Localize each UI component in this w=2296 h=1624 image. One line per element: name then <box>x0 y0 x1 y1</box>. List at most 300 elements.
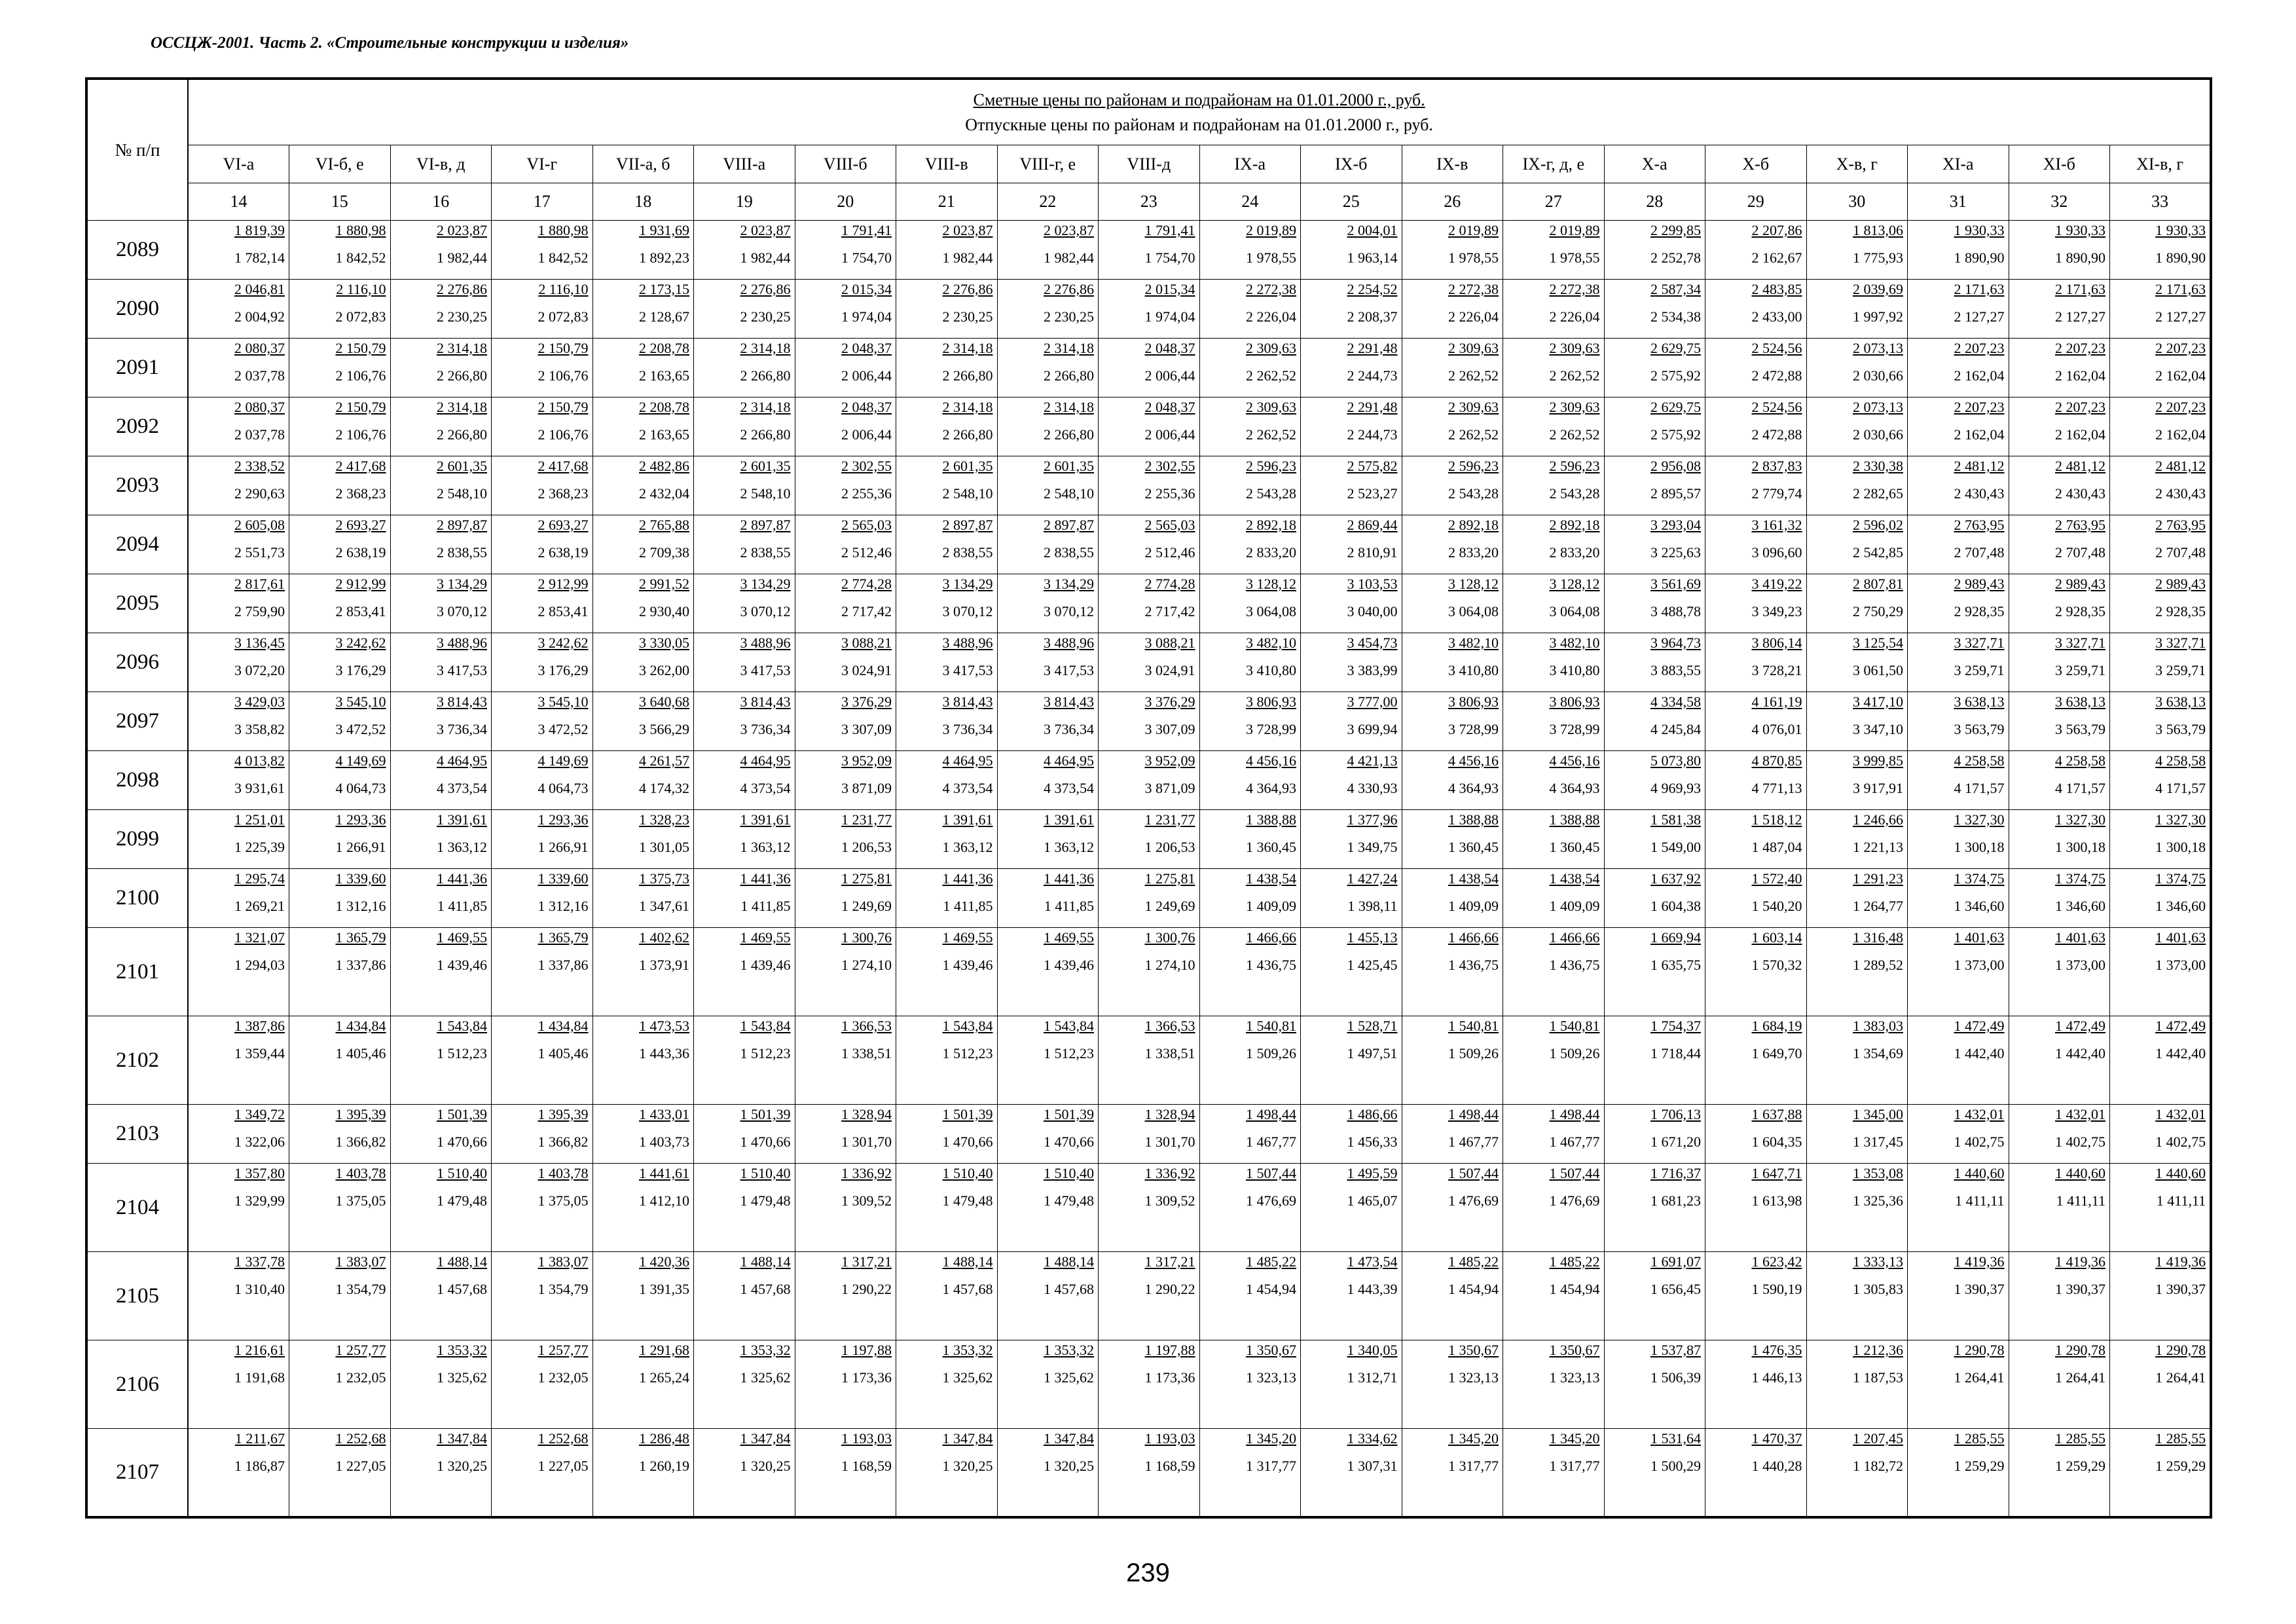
release-price: 3 072,20 <box>234 662 285 678</box>
estimate-price: 1 507,44 <box>1448 1165 1499 1181</box>
release-price: 1 317,77 <box>1549 1458 1600 1474</box>
estimate-price: 1 432,01 <box>2155 1106 2206 1122</box>
region-header: IX-в <box>1402 145 1503 183</box>
release-price: 1 549,00 <box>1650 839 1701 855</box>
price-cell <box>1604 1016 1705 1105</box>
price-cell <box>795 397 896 456</box>
estimate-price: 2 272,38 <box>1448 281 1499 297</box>
table-row <box>86 280 2211 339</box>
column-number: 32 <box>2009 183 2110 221</box>
price-cell <box>1301 1252 1402 1340</box>
price-cell <box>592 1016 694 1105</box>
release-price: 4 174,32 <box>639 780 689 796</box>
release-price: 2 230,25 <box>740 308 791 325</box>
release-price: 1 373,91 <box>639 957 689 973</box>
price-cell <box>2110 1105 2212 1164</box>
price-cell <box>2009 1016 2110 1105</box>
estimate-price: 1 327,30 <box>2155 811 2206 828</box>
release-price: 1 470,66 <box>1044 1134 1094 1150</box>
price-cell <box>390 515 492 574</box>
release-price: 1 409,09 <box>1549 898 1600 914</box>
release-price: 1 317,77 <box>1448 1458 1499 1474</box>
estimate-price: 2 080,37 <box>234 340 285 356</box>
estimate-price: 1 275,81 <box>1144 870 1195 887</box>
release-price: 2 006,44 <box>841 367 892 384</box>
price-cell <box>492 633 593 692</box>
estimate-price: 1 317,21 <box>1144 1253 1195 1270</box>
estimate-price: 3 454,73 <box>1347 635 1398 651</box>
estimate-price: 1 353,32 <box>1044 1342 1094 1358</box>
estimate-price: 3 488,96 <box>1044 635 1094 651</box>
estimate-price: 2 023,87 <box>437 222 487 238</box>
release-price: 1 842,52 <box>335 249 386 266</box>
release-price: 1 681,23 <box>1650 1192 1701 1209</box>
release-price: 1 259,29 <box>1954 1458 2005 1474</box>
column-number: 14 <box>188 183 289 221</box>
release-price: 1 363,12 <box>1044 839 1094 855</box>
release-price: 2 072,83 <box>538 308 589 325</box>
price-cell <box>694 751 795 810</box>
release-price: 3 736,34 <box>942 721 993 737</box>
column-number: 33 <box>2110 183 2212 221</box>
price-cell <box>289 928 391 1016</box>
price-cell <box>1705 221 1807 280</box>
release-price: 1 227,05 <box>335 1458 386 1474</box>
estimate-price: 1 716,37 <box>1650 1165 1701 1181</box>
release-price: 1 390,37 <box>2155 1281 2206 1297</box>
estimate-price: 1 486,66 <box>1347 1106 1398 1122</box>
region-header: X-в, г <box>1806 145 1908 183</box>
release-price: 1 442,40 <box>2055 1045 2105 1061</box>
estimate-price: 1 366,53 <box>1144 1018 1195 1034</box>
price-cell <box>1908 1105 2009 1164</box>
estimate-price: 2 629,75 <box>1650 340 1701 356</box>
price-cell <box>997 574 1099 633</box>
estimate-price: 2 019,89 <box>1246 222 1296 238</box>
release-price: 2 266,80 <box>437 367 487 384</box>
estimate-price: 3 136,45 <box>234 635 285 651</box>
estimate-price: 1 470,37 <box>1751 1430 1802 1447</box>
price-cell <box>289 456 391 515</box>
price-cell <box>896 1164 998 1252</box>
release-price: 1 509,26 <box>1549 1045 1600 1061</box>
estimate-price: 1 395,39 <box>335 1106 386 1122</box>
release-price: 2 127,27 <box>2055 308 2105 325</box>
price-cell <box>289 1105 391 1164</box>
release-price: 2 548,10 <box>942 485 993 502</box>
price-cell <box>1199 339 1301 397</box>
estimate-price: 4 456,16 <box>1246 752 1296 769</box>
estimate-price: 1 252,68 <box>335 1430 386 1447</box>
price-cell <box>1301 633 1402 692</box>
release-price: 2 230,25 <box>942 308 993 325</box>
estimate-price: 2 207,23 <box>1954 399 2005 415</box>
release-price: 1 425,45 <box>1347 957 1398 973</box>
release-price: 3 064,08 <box>1246 603 1296 619</box>
estimate-price: 2 048,37 <box>1144 340 1195 356</box>
release-price: 2 542,85 <box>1853 544 1903 561</box>
price-cell <box>1199 574 1301 633</box>
release-price: 1 509,26 <box>1448 1045 1499 1061</box>
price-cell <box>1301 397 1402 456</box>
column-number: 17 <box>492 183 593 221</box>
release-price: 1 168,59 <box>841 1458 892 1474</box>
estimate-price: 3 561,69 <box>1650 576 1701 592</box>
estimate-price: 2 314,18 <box>942 340 993 356</box>
release-price: 2 006,44 <box>1144 426 1195 443</box>
release-price: 1 476,69 <box>1246 1192 1296 1209</box>
estimate-price: 1 472,49 <box>1954 1018 2005 1034</box>
release-price: 1 274,10 <box>1144 957 1195 973</box>
release-price: 1 476,69 <box>1448 1192 1499 1209</box>
estimate-price: 2 150,79 <box>335 340 386 356</box>
price-cell <box>795 1429 896 1517</box>
estimate-price: 2 524,56 <box>1751 340 1802 356</box>
row-number: 2101 <box>86 928 188 1016</box>
price-cell <box>1301 1429 1402 1517</box>
price-cell <box>997 810 1099 869</box>
release-price: 3 070,12 <box>437 603 487 619</box>
release-price: 1 604,35 <box>1751 1134 1802 1150</box>
release-price: 1 506,39 <box>1650 1369 1701 1386</box>
price-cell <box>1301 1016 1402 1105</box>
table-row <box>86 869 2211 928</box>
estimate-price: 1 488,14 <box>1044 1253 1094 1270</box>
release-price: 1 309,52 <box>841 1192 892 1209</box>
estimate-price: 3 128,12 <box>1549 576 1600 592</box>
estimate-price: 2 892,18 <box>1549 517 1600 533</box>
row-number: 2100 <box>86 869 188 928</box>
price-cell <box>1099 456 1200 515</box>
price-cell <box>896 1340 998 1429</box>
price-cell <box>1705 1252 1807 1340</box>
release-price: 1 409,09 <box>1448 898 1499 914</box>
region-header: X-а <box>1604 145 1705 183</box>
release-price: 2 290,63 <box>234 485 285 502</box>
price-cell <box>997 1105 1099 1164</box>
estimate-price: 1 440,60 <box>2055 1165 2105 1181</box>
column-number: 26 <box>1402 183 1503 221</box>
estimate-price: 1 510,40 <box>1044 1165 1094 1181</box>
release-price: 2 037,78 <box>234 367 285 384</box>
release-price: 1 454,94 <box>1448 1281 1499 1297</box>
estimate-price: 3 806,93 <box>1246 693 1296 710</box>
release-price: 2 230,25 <box>437 308 487 325</box>
estimate-price: 1 339,60 <box>335 870 386 887</box>
estimate-price: 1 285,55 <box>2055 1430 2105 1447</box>
price-cell <box>2009 1105 2110 1164</box>
release-price: 4 364,93 <box>1448 780 1499 796</box>
release-price: 2 162,04 <box>2155 367 2206 384</box>
estimate-price: 3 161,32 <box>1751 517 1802 533</box>
price-cell <box>1806 751 1908 810</box>
release-price: 2 928,35 <box>2155 603 2206 619</box>
estimate-price: 1 327,30 <box>1954 811 2005 828</box>
table-row <box>86 692 2211 751</box>
price-cell <box>1402 1164 1503 1252</box>
release-price: 2 266,80 <box>740 426 791 443</box>
estimate-price: 2 276,86 <box>942 281 993 297</box>
estimate-price: 2 912,99 <box>538 576 589 592</box>
estimate-price: 3 777,00 <box>1347 693 1398 710</box>
estimate-price: 2 774,28 <box>1144 576 1195 592</box>
release-price: 1 325,36 <box>1853 1192 1903 1209</box>
estimate-price: 1 507,44 <box>1246 1165 1296 1181</box>
release-price: 3 728,99 <box>1549 721 1600 737</box>
release-price: 1 301,05 <box>639 839 689 855</box>
estimate-price: 4 464,95 <box>740 752 791 769</box>
release-price: 2 266,80 <box>1044 426 1094 443</box>
estimate-price: 1 193,03 <box>841 1430 892 1447</box>
estimate-price: 3 088,21 <box>841 635 892 651</box>
release-price: 1 227,05 <box>538 1458 589 1474</box>
release-price: 2 162,04 <box>2055 367 2105 384</box>
price-cell <box>390 810 492 869</box>
estimate-price: 2 596,23 <box>1246 458 1296 474</box>
release-price: 1 411,11 <box>2156 1192 2206 1209</box>
price-cell <box>1604 397 1705 456</box>
price-cell <box>592 280 694 339</box>
price-cell <box>1908 1252 2009 1340</box>
price-cell <box>896 221 998 280</box>
estimate-price: 3 242,62 <box>335 635 386 651</box>
estimate-price: 3 134,29 <box>740 576 791 592</box>
price-cell <box>1705 1016 1807 1105</box>
estimate-price: 2 171,63 <box>1954 281 2005 297</box>
estimate-price: 1 285,55 <box>1954 1430 2005 1447</box>
estimate-price: 1 466,66 <box>1549 929 1600 946</box>
row-number: 2107 <box>86 1429 188 1517</box>
estimate-price: 2 629,75 <box>1650 399 1701 415</box>
price-cell <box>188 456 289 515</box>
price-cell <box>1705 928 1807 1016</box>
estimate-price: 2 039,69 <box>1853 281 1903 297</box>
price-cell <box>1908 1164 2009 1252</box>
release-price: 1 512,23 <box>942 1045 993 1061</box>
release-price: 2 430,43 <box>2155 485 2206 502</box>
estimate-price: 2 763,95 <box>2055 517 2105 533</box>
release-price: 1 320,25 <box>437 1458 487 1474</box>
region-header: VIII-д <box>1099 145 1200 183</box>
region-header: IX-а <box>1199 145 1301 183</box>
release-price: 1 978,55 <box>1549 249 1600 266</box>
release-price: 1 412,10 <box>639 1192 689 1209</box>
estimate-price: 1 291,23 <box>1853 870 1903 887</box>
estimate-price: 1 321,07 <box>234 929 285 946</box>
region-header: IX-б <box>1301 145 1402 183</box>
estimate-price: 4 870,85 <box>1751 752 1802 769</box>
estimate-price: 2 481,12 <box>2155 458 2206 474</box>
estimate-price: 4 464,95 <box>437 752 487 769</box>
estimate-price: 2 276,86 <box>1044 281 1094 297</box>
release-price: 1 497,51 <box>1347 1045 1398 1061</box>
price-cell <box>1908 574 2009 633</box>
estimate-price: 1 528,71 <box>1347 1018 1398 1034</box>
price-cell <box>289 1016 391 1105</box>
release-price: 1 346,60 <box>2055 898 2105 914</box>
estimate-price: 3 999,85 <box>1853 752 1903 769</box>
column-number: 23 <box>1099 183 1200 221</box>
estimate-price: 2 207,23 <box>2155 340 2206 356</box>
release-price: 3 417,53 <box>1044 662 1094 678</box>
estimate-price: 2 765,88 <box>639 517 689 533</box>
estimate-price: 1 365,79 <box>335 929 386 946</box>
price-cell <box>1908 810 2009 869</box>
estimate-price: 1 543,84 <box>740 1018 791 1034</box>
price-cell <box>1705 574 1807 633</box>
estimate-price: 2 565,03 <box>1144 517 1195 533</box>
price-cell <box>1301 456 1402 515</box>
release-price: 1 457,68 <box>942 1281 993 1297</box>
price-cell <box>1199 397 1301 456</box>
release-price: 3 410,80 <box>1448 662 1499 678</box>
price-cell <box>2009 1429 2110 1517</box>
release-price: 2 106,76 <box>538 367 589 384</box>
price-cell <box>997 456 1099 515</box>
estimate-price: 4 258,58 <box>1954 752 2005 769</box>
price-cell <box>1199 1340 1301 1429</box>
estimate-price: 2 892,18 <box>1448 517 1499 533</box>
estimate-price: 3 103,53 <box>1347 576 1398 592</box>
estimate-price: 1 488,14 <box>942 1253 993 1270</box>
release-price: 3 883,55 <box>1650 662 1701 678</box>
price-cell <box>1503 574 1605 633</box>
price-cell <box>1301 692 1402 751</box>
release-price: 2 006,44 <box>1144 367 1195 384</box>
price-cell <box>1402 810 1503 869</box>
price-cell <box>1604 1105 1705 1164</box>
price-cell <box>795 751 896 810</box>
release-price: 1 439,46 <box>942 957 993 973</box>
price-cell <box>1503 810 1605 869</box>
price-cell <box>694 869 795 928</box>
estimate-price: 1 498,44 <box>1549 1106 1600 1122</box>
price-cell <box>1705 692 1807 751</box>
table-title <box>188 79 2211 145</box>
price-cell <box>1908 221 2009 280</box>
price-cell <box>694 1429 795 1517</box>
estimate-price: 1 441,36 <box>1044 870 1094 887</box>
release-price: 1 470,66 <box>437 1134 487 1150</box>
table-row <box>86 633 2211 692</box>
table-row <box>86 751 2211 810</box>
release-price: 1 310,40 <box>234 1281 285 1297</box>
release-price: 1 604,38 <box>1650 898 1701 914</box>
price-cell <box>694 221 795 280</box>
estimate-price: 3 128,12 <box>1246 576 1296 592</box>
release-price: 1 373,00 <box>2155 957 2206 973</box>
column-number: 27 <box>1503 183 1605 221</box>
price-cell <box>896 751 998 810</box>
estimate-price: 1 434,84 <box>335 1018 386 1034</box>
release-price: 1 439,46 <box>437 957 487 973</box>
release-price: 2 709,38 <box>639 544 689 561</box>
price-cell <box>1301 515 1402 574</box>
release-price: 2 543,28 <box>1246 485 1296 502</box>
estimate-price: 1 438,54 <box>1448 870 1499 887</box>
estimate-price: 4 161,19 <box>1751 693 1802 710</box>
price-cell <box>390 1105 492 1164</box>
price-cell <box>289 751 391 810</box>
price-cell <box>1099 1252 1200 1340</box>
release-price: 1 301,70 <box>1144 1134 1195 1150</box>
price-cell <box>1806 574 1908 633</box>
estimate-price: 1 518,12 <box>1751 811 1802 828</box>
estimate-price: 2 763,95 <box>1954 517 2005 533</box>
estimate-price: 2 116,10 <box>336 281 386 297</box>
release-price: 3 259,71 <box>2155 662 2206 678</box>
release-price: 1 346,60 <box>2155 898 2206 914</box>
estimate-price: 2 314,18 <box>740 399 791 415</box>
price-cell <box>2009 869 2110 928</box>
price-cell <box>694 633 795 692</box>
release-price: 1 354,79 <box>335 1281 386 1297</box>
price-cell <box>188 692 289 751</box>
price-cell <box>795 869 896 928</box>
price-cell <box>492 397 593 456</box>
release-price: 1 290,22 <box>1144 1281 1195 1297</box>
price-cell <box>1099 280 1200 339</box>
estimate-price: 2 892,18 <box>1246 517 1296 533</box>
row-number: 2099 <box>86 810 188 869</box>
price-cell <box>1099 574 1200 633</box>
price-cell <box>390 751 492 810</box>
release-price: 4 064,73 <box>538 780 589 796</box>
release-price: 1 512,23 <box>437 1045 487 1061</box>
price-cell <box>1099 633 1200 692</box>
price-cell <box>2009 221 2110 280</box>
release-price: 1 443,36 <box>639 1045 689 1061</box>
estimate-price: 2 956,08 <box>1650 458 1701 474</box>
price-cell <box>694 1164 795 1252</box>
release-price: 3 259,71 <box>1954 662 2005 678</box>
price-cell <box>1806 869 1908 928</box>
price-cell <box>1705 1429 1807 1517</box>
release-price: 2 838,55 <box>1044 544 1094 561</box>
region-header: VIII-а <box>694 145 795 183</box>
price-cell <box>1503 221 1605 280</box>
release-price: 1 890,90 <box>2055 249 2105 266</box>
release-price: 1 442,40 <box>1954 1045 2005 1061</box>
release-price: 2 128,67 <box>639 308 689 325</box>
price-cell <box>1806 515 1908 574</box>
estimate-price: 2 897,87 <box>1044 517 1094 533</box>
estimate-price: 1 543,84 <box>942 1018 993 1034</box>
release-price: 1 540,20 <box>1751 898 1802 914</box>
price-cell <box>1908 692 2009 751</box>
price-cell <box>896 397 998 456</box>
price-cell <box>1099 221 1200 280</box>
release-price: 3 024,91 <box>841 662 892 678</box>
price-cell <box>1099 869 1200 928</box>
price-cell <box>390 574 492 633</box>
price-cell <box>2110 692 2212 751</box>
release-price: 1 309,52 <box>1144 1192 1195 1209</box>
estimate-price: 3 327,71 <box>1954 635 2005 651</box>
estimate-price: 1 383,03 <box>1853 1018 1903 1034</box>
estimate-price: 2 048,37 <box>841 340 892 356</box>
region-header: VI-в, д <box>390 145 492 183</box>
estimate-price: 2 004,01 <box>1347 222 1398 238</box>
estimate-price: 4 149,69 <box>335 752 386 769</box>
estimate-price: 2 150,79 <box>335 399 386 415</box>
price-cell <box>188 751 289 810</box>
release-price: 1 173,36 <box>1144 1369 1195 1386</box>
estimate-price: 1 669,94 <box>1650 929 1701 946</box>
price-cell <box>390 1164 492 1252</box>
release-price: 3 040,00 <box>1347 603 1398 619</box>
release-price: 2 523,27 <box>1347 485 1398 502</box>
